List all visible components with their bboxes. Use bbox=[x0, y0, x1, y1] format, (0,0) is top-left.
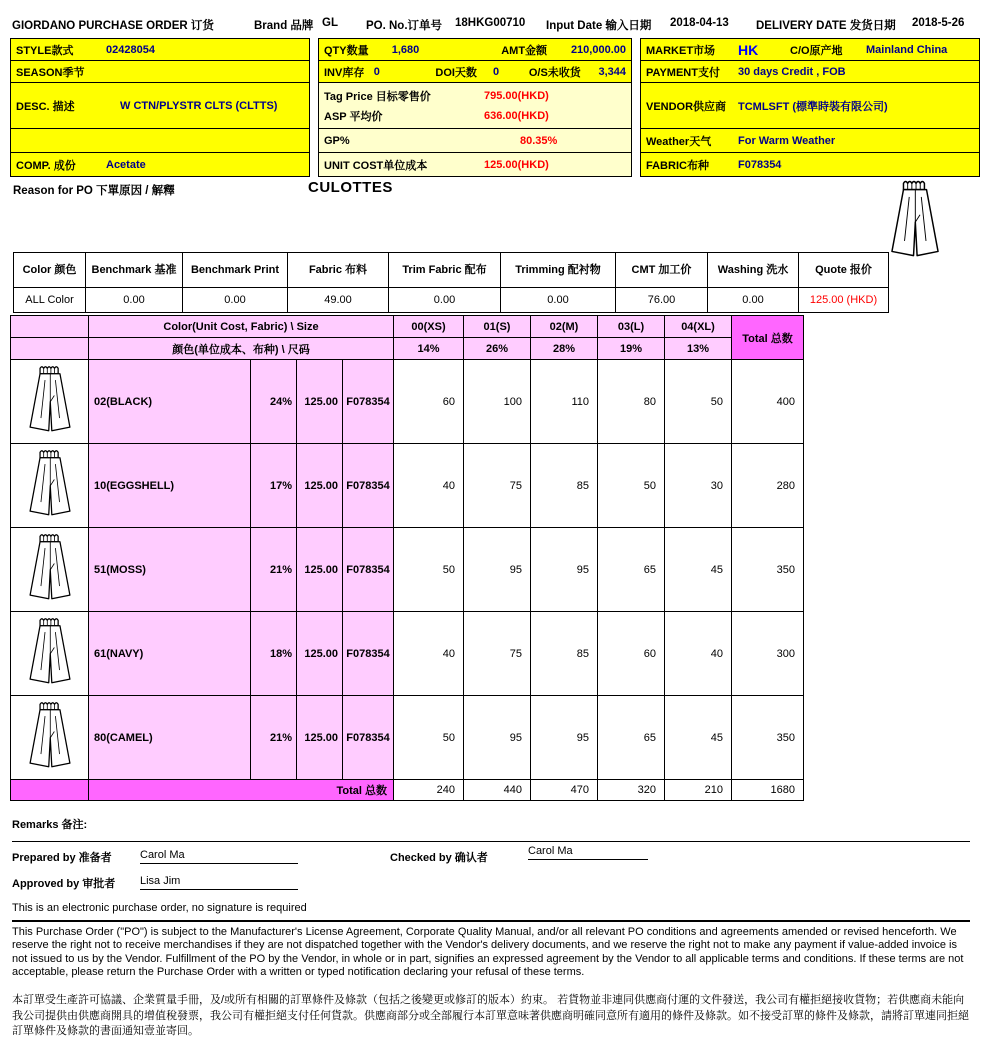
color-row-camel bbox=[11, 696, 804, 780]
gp-cell bbox=[318, 128, 632, 153]
color-ratio: 21% bbox=[251, 696, 297, 780]
color-row-eggshell bbox=[11, 444, 804, 528]
totals-label: Total 总数 bbox=[89, 780, 394, 801]
footer-section bbox=[12, 816, 970, 1040]
gp-label: GP% bbox=[324, 134, 350, 147]
garment-image-cell bbox=[11, 612, 89, 696]
size-header-xl: 04(XL) bbox=[665, 316, 732, 338]
color-name: 61(NAVY) bbox=[89, 612, 251, 696]
tag-asp-cell bbox=[318, 82, 632, 129]
color-row-moss bbox=[11, 528, 804, 612]
po-number-value: 18HKG00710 bbox=[455, 17, 526, 29]
benchmark-header-row bbox=[14, 253, 889, 288]
color-name: 51(MOSS) bbox=[89, 528, 251, 612]
qty-m: 85 bbox=[531, 444, 598, 528]
culottes-sketch-icon bbox=[21, 446, 79, 522]
terms-chinese: 本訂單受生產許可協議、企業質量手冊，及/或所有相關的訂單條件及條款（包括之後變更或修訂的版本）約束。 若貨物並非連同供應商付運的文件發送，我公司有權拒絕接收貨物；若供應商未能向我公司提供由供應商開具的增值稅發票，我公司有權拒絕支付任何貨款。供應商部分或全部履行本訂單意味著供應商明確同意所有適用的條件及條款。如不接受訂單的條件及條款，請將訂單連同拒絕訂單條件及條款的書面通知壹並寄回。 bbox=[12, 994, 969, 1038]
col-header-trim-fabric: Trim Fabric 配布 bbox=[389, 253, 501, 288]
qty-s: 95 bbox=[464, 696, 531, 780]
country-origin-label: C/O原产地 bbox=[790, 44, 843, 57]
total-header-cell: Total 总数 bbox=[732, 316, 804, 360]
ratio-m: 28% bbox=[531, 338, 598, 360]
corner-cell bbox=[11, 316, 89, 338]
row-total: 350 bbox=[732, 696, 804, 780]
payment-value: 30 days Credit , FOB bbox=[738, 65, 846, 78]
market-cell bbox=[640, 38, 980, 61]
qty-l: 50 bbox=[598, 444, 665, 528]
ratio-l: 19% bbox=[598, 338, 665, 360]
ratio-header-row bbox=[11, 338, 804, 360]
color-ratio: 24% bbox=[251, 360, 297, 444]
unit-cost-label: UNIT COST单位成本 bbox=[324, 159, 428, 172]
remarks-label: Remarks 备注: bbox=[12, 816, 970, 842]
grand-total: 1680 bbox=[732, 780, 804, 801]
qty-m: 85 bbox=[531, 612, 598, 696]
qty-xl: 40 bbox=[665, 612, 732, 696]
fabric-label: FABRIC布种 bbox=[646, 159, 709, 172]
color-name: 02(BLACK) bbox=[89, 360, 251, 444]
market-label: MARKET市场 bbox=[646, 44, 716, 57]
benchmark-value-row bbox=[14, 288, 889, 313]
unit-cost: 125.00 bbox=[297, 696, 343, 780]
market-value: HK bbox=[738, 41, 759, 58]
product-name: CULOTTES bbox=[308, 179, 393, 196]
checked-by-label: Checked by 确认者 bbox=[390, 852, 488, 864]
qty-xl: 45 bbox=[665, 696, 732, 780]
description-value: W CTN/PLYSTR CLTS (CLTTS) bbox=[120, 99, 278, 112]
merged-header-line1: Color(Unit Cost, Fabric) \ Size bbox=[89, 316, 394, 338]
size-header-s: 01(S) bbox=[464, 316, 531, 338]
qty-value: 1,680 bbox=[391, 43, 420, 56]
signature-area bbox=[12, 842, 970, 900]
color-ratio: 21% bbox=[251, 528, 297, 612]
weather-label: Weather天气 bbox=[646, 135, 712, 148]
totals-row bbox=[11, 780, 804, 801]
input-date-value: 2018-04-13 bbox=[670, 17, 729, 29]
total-xs: 240 bbox=[394, 780, 464, 801]
inventory-cell bbox=[318, 60, 632, 83]
qty-xs: 50 bbox=[394, 528, 464, 612]
composition-label: COMP. 成份 bbox=[16, 159, 76, 172]
garment-image-cell bbox=[11, 360, 89, 444]
color-ratio: 18% bbox=[251, 612, 297, 696]
merged-header-line2: 颜色(单位成本、布种) \ 尺码 bbox=[89, 338, 394, 360]
style-label: STYLE款式 bbox=[16, 44, 74, 57]
qty-l: 65 bbox=[598, 696, 665, 780]
fabric-code: F078354 bbox=[343, 696, 394, 780]
inv-value: 0 bbox=[373, 65, 380, 78]
style-value: 02428054 bbox=[106, 43, 155, 56]
season-cell bbox=[10, 60, 310, 83]
row-total: 400 bbox=[732, 360, 804, 444]
trim-fabric-value: 0.00 bbox=[389, 288, 501, 313]
cost-benchmark-table bbox=[13, 252, 889, 313]
season-label: SEASON季节 bbox=[16, 66, 85, 79]
empty-yellow-cell bbox=[10, 128, 310, 153]
qty-amt-cell bbox=[318, 38, 632, 61]
os-label: O/S未收货 bbox=[528, 66, 581, 79]
fabric-code: F078354 bbox=[343, 612, 394, 696]
vendor-value: TCMLSFT (標準時裝有限公司) bbox=[738, 100, 888, 113]
size-header-m: 02(M) bbox=[531, 316, 598, 338]
total-l: 320 bbox=[598, 780, 665, 801]
qty-label: QTY数量 bbox=[324, 44, 369, 57]
order-info-grid bbox=[10, 38, 980, 178]
total-xl: 210 bbox=[665, 780, 732, 801]
row-total: 280 bbox=[732, 444, 804, 528]
color-ratio: 17% bbox=[251, 444, 297, 528]
color-size-breakdown-table bbox=[10, 315, 804, 801]
col-header-fabric: Fabric 布料 bbox=[288, 253, 389, 288]
page-title: GIORDANO PURCHASE ORDER 订货 bbox=[12, 20, 214, 32]
approved-by-label: Approved by 审批者 bbox=[12, 878, 116, 890]
culottes-sketch-icon bbox=[878, 176, 952, 264]
garment-image-cell bbox=[11, 696, 89, 780]
benchmark-value: 0.00 bbox=[86, 288, 183, 313]
qty-xl: 50 bbox=[665, 360, 732, 444]
culottes-sketch-icon bbox=[21, 530, 79, 606]
fabric-value: F078354 bbox=[738, 158, 782, 171]
all-color-cell: ALL Color bbox=[14, 288, 86, 313]
style-cell bbox=[10, 38, 310, 61]
tag-price-label: Tag Price 目标零售价 bbox=[324, 90, 431, 103]
unit-cost: 125.00 bbox=[297, 444, 343, 528]
electronic-po-note: This is an electronic purchase order, no signature is required bbox=[12, 902, 307, 914]
washing-value: 0.00 bbox=[708, 288, 799, 313]
asp-value: 636.00(HKD) bbox=[484, 109, 549, 122]
input-date-label: Input Date 输入日期 bbox=[546, 20, 652, 32]
total-m: 470 bbox=[531, 780, 598, 801]
qty-xl: 30 bbox=[665, 444, 732, 528]
color-row-navy bbox=[11, 612, 804, 696]
prepared-by-label: Prepared by 准备者 bbox=[12, 852, 112, 864]
row-total: 350 bbox=[732, 528, 804, 612]
weather-value: For Warm Weather bbox=[738, 134, 836, 147]
qty-m: 110 bbox=[531, 360, 598, 444]
fabric-code: F078354 bbox=[343, 360, 394, 444]
size-header-row bbox=[11, 316, 804, 338]
garment-image-cell bbox=[11, 528, 89, 612]
qty-s: 75 bbox=[464, 444, 531, 528]
brand-value: GL bbox=[322, 17, 338, 29]
col-header-benchmark-print: Benchmark Print bbox=[183, 253, 288, 288]
fabric-code: F078354 bbox=[343, 528, 394, 612]
quote-value: 125.00 (HKD) bbox=[799, 288, 889, 313]
culottes-sketch-icon bbox=[21, 698, 79, 774]
col-header-color: Color 颜色 bbox=[14, 253, 86, 288]
color-name: 10(EGGSHELL) bbox=[89, 444, 251, 528]
fabric-code: F078354 bbox=[343, 444, 394, 528]
unit-cost: 125.00 bbox=[297, 528, 343, 612]
qty-xs: 50 bbox=[394, 696, 464, 780]
tag-price-value: 795.00(HKD) bbox=[484, 89, 549, 102]
unit-cost-cell bbox=[318, 152, 632, 177]
qty-xs: 40 bbox=[394, 612, 464, 696]
qty-xs: 40 bbox=[394, 444, 464, 528]
qty-s: 95 bbox=[464, 528, 531, 612]
checked-by-value: Carol Ma bbox=[528, 845, 648, 860]
terms-english: This Purchase Order ("PO") is subject to the Manufacturer's License Agreement, Corporate Quality Manual, and/or all relevant PO conditions and agreements amended or revised henceforth. We reserve the right not to receive merchandises if they are not dispatched together with the Vendor's delivery documents, and we reserve the right not to make any payment if value-added invoice is not issued to us by the Vendor. Fulfillment of the PO by the Vendor, in whole or in part, signifies an expressed agreement by the Vendor to all applicable terms and conditions. If these terms are not acceptable, please return the Purchase Order with a written or typed notification declaring your refusal of these terms. bbox=[12, 926, 964, 978]
fabric-cell bbox=[640, 152, 980, 177]
asp-label: ASP 平均价 bbox=[324, 110, 383, 123]
divider-line bbox=[12, 920, 970, 922]
benchmark-print-value: 0.00 bbox=[183, 288, 288, 313]
unit-cost: 125.00 bbox=[297, 612, 343, 696]
qty-xs: 60 bbox=[394, 360, 464, 444]
vendor-label: VENDOR供应商 bbox=[646, 100, 727, 113]
corner-cell-2 bbox=[11, 338, 89, 360]
color-name: 80(CAMEL) bbox=[89, 696, 251, 780]
col-header-cmt: CMT 加工价 bbox=[616, 253, 708, 288]
col-header-quote: Quote 报价 bbox=[799, 253, 889, 288]
qty-l: 60 bbox=[598, 612, 665, 696]
vendor-cell bbox=[640, 82, 980, 129]
total-s: 440 bbox=[464, 780, 531, 801]
trimming-value: 0.00 bbox=[501, 288, 616, 313]
composition-value: Acetate bbox=[106, 158, 146, 171]
unit-cost: 125.00 bbox=[297, 360, 343, 444]
unit-cost-value: 125.00(HKD) bbox=[484, 158, 549, 171]
color-row-black bbox=[11, 360, 804, 444]
brand-label: Brand 品牌 bbox=[254, 20, 314, 32]
col-header-trimming: Trimming 配衬物 bbox=[501, 253, 616, 288]
ratio-xs: 14% bbox=[394, 338, 464, 360]
gp-value: 80.35% bbox=[520, 134, 558, 147]
ratio-s: 26% bbox=[464, 338, 531, 360]
doi-label: DOI天数 bbox=[435, 66, 477, 79]
garment-image-cell bbox=[11, 444, 89, 528]
qty-s: 100 bbox=[464, 360, 531, 444]
size-header-xs: 00(XS) bbox=[394, 316, 464, 338]
qty-l: 80 bbox=[598, 360, 665, 444]
payment-label: PAYMENT支付 bbox=[646, 66, 720, 79]
description-cell bbox=[10, 82, 310, 129]
po-number-label: PO. No.订单号 bbox=[366, 20, 443, 32]
description-label: DESC. 描述 bbox=[16, 100, 75, 113]
inv-label: INV库存 bbox=[324, 66, 365, 79]
prepared-by-value: Carol Ma bbox=[140, 849, 298, 864]
approved-by-value: Lisa Jim bbox=[140, 875, 298, 890]
cmt-value: 76.00 bbox=[616, 288, 708, 313]
culottes-sketch-icon bbox=[21, 614, 79, 690]
qty-l: 65 bbox=[598, 528, 665, 612]
doi-value: 0 bbox=[493, 65, 500, 78]
payment-cell bbox=[640, 60, 980, 83]
composition-cell bbox=[10, 152, 310, 177]
os-value: 3,344 bbox=[598, 65, 626, 78]
totals-corner-cell bbox=[11, 780, 89, 801]
qty-m: 95 bbox=[531, 528, 598, 612]
qty-s: 75 bbox=[464, 612, 531, 696]
size-header-l: 03(L) bbox=[598, 316, 665, 338]
country-origin-value: Mainland China bbox=[866, 43, 948, 56]
col-header-benchmark: Benchmark 基准 bbox=[86, 253, 183, 288]
delivery-date-label: DELIVERY DATE 发货日期 bbox=[756, 20, 896, 32]
ratio-xl: 13% bbox=[665, 338, 732, 360]
reason-for-po-label: Reason for PO 下單原因 / 解釋 bbox=[13, 185, 175, 197]
amt-value: 210,000.00 bbox=[570, 43, 626, 56]
qty-m: 95 bbox=[531, 696, 598, 780]
culottes-sketch-icon bbox=[21, 362, 79, 438]
weather-cell bbox=[640, 128, 980, 153]
delivery-date-value: 2018-5-26 bbox=[912, 17, 965, 29]
row-total: 300 bbox=[732, 612, 804, 696]
qty-xl: 45 bbox=[665, 528, 732, 612]
fabric-cost-value: 49.00 bbox=[288, 288, 389, 313]
col-header-washing: Washing 洗水 bbox=[708, 253, 799, 288]
amt-label: AMT金额 bbox=[501, 44, 548, 57]
